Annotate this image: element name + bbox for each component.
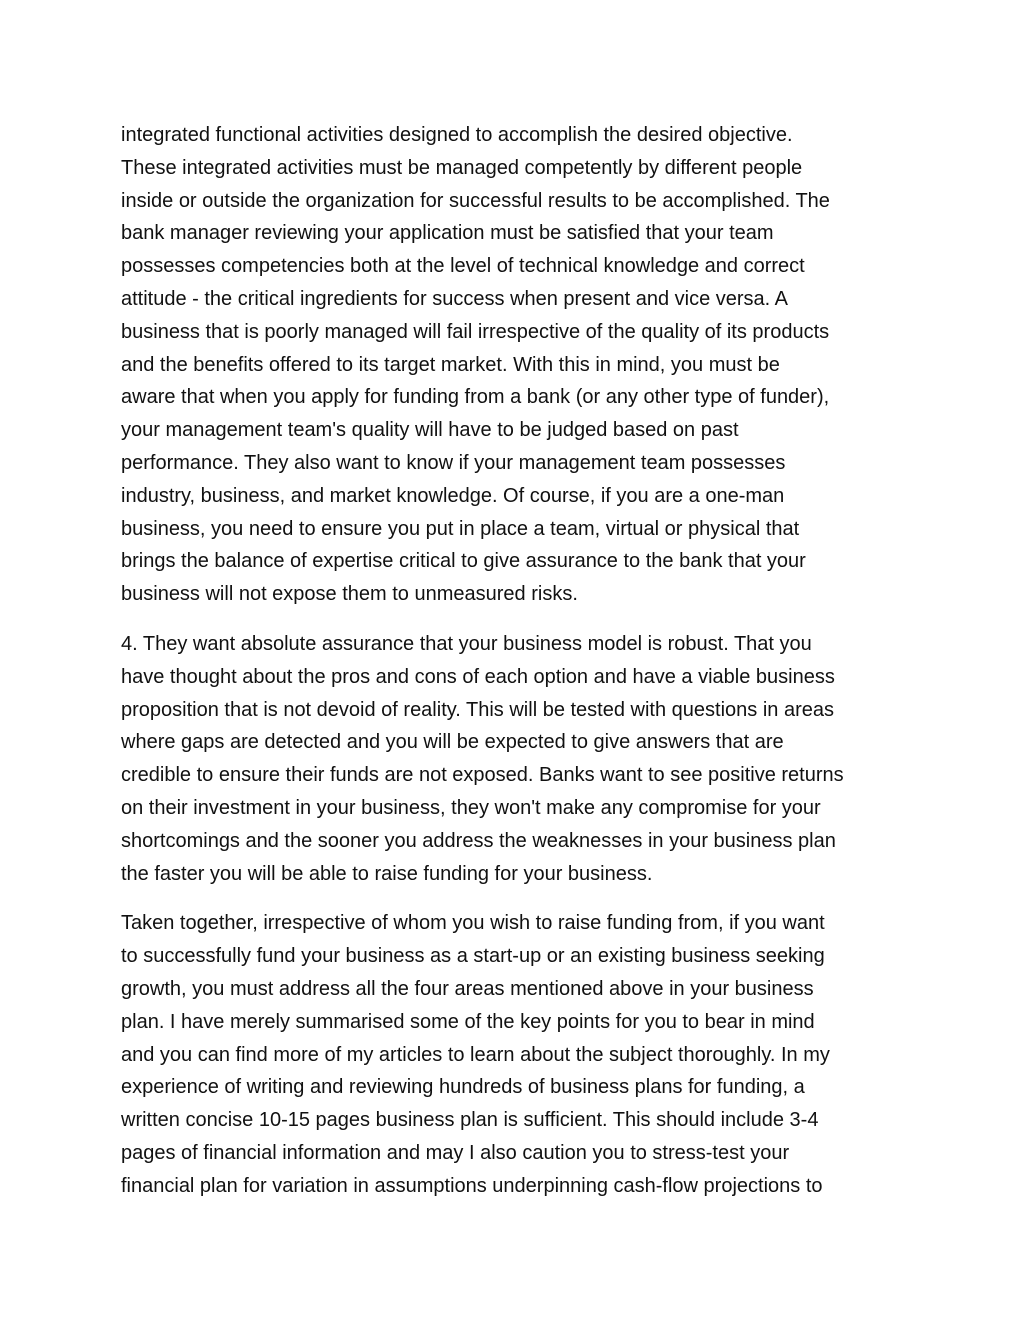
text-line: brings the balance of expertise critical to give assurance to the bank that your <box>121 550 806 573</box>
text-line: 4. They want absolute assurance that your business model is robust. That you <box>121 632 812 655</box>
paragraph-1 <box>121 119 921 611</box>
text-line: business that is poorly managed will fail irrespective of the quality of its products <box>121 320 830 343</box>
text-line: financial plan for variation in assumptions underpinning cash-flow projections to <box>121 1174 823 1197</box>
text-line: aware that when you apply for funding from a bank (or any other type of funder), <box>121 386 830 409</box>
text-line: plan. I have merely summarised some of the key points for you to bear in mind <box>121 1010 815 1033</box>
text-line: integrated functional activities designed to accomplish the desired objective. <box>121 124 793 146</box>
text-line: where gaps are detected and you will be expected to give answers that are <box>121 731 784 754</box>
text-line: and the benefits offered to its target market. With this in mind, you must be <box>121 353 780 376</box>
body-text <box>121 119 921 1220</box>
text-line: possesses competencies both at the level of technical knowledge and correct <box>121 255 805 278</box>
text-line: credible to ensure their funds are not exposed. Banks want to see positive returns <box>121 764 844 787</box>
text-line: experience of writing and reviewing hundreds of business plans for funding, a <box>121 1076 805 1099</box>
text-line: and you can find more of my articles to learn about the subject thoroughly. In my <box>121 1043 830 1066</box>
text-line: the faster you will be able to raise funding for your business. <box>121 862 653 885</box>
paragraph-2 <box>121 628 921 890</box>
text-line: inside or outside the organization for successful results to be accomplished. The <box>121 189 830 212</box>
text-line: proposition that is not devoid of reality. This will be tested with questions in areas <box>121 698 834 721</box>
text-line: industry, business, and market knowledge. Of course, if you are a one-man <box>121 484 785 507</box>
text-line: written concise 10-15 pages business plan is sufficient. This should include 3-4 <box>121 1109 819 1132</box>
paragraph-3 <box>121 907 921 1202</box>
text-line: These integrated activities must be managed competently by different people <box>121 156 803 179</box>
text-line: have thought about the pros and cons of each option and have a viable business <box>121 665 835 688</box>
text-line: shortcomings and the sooner you address the weaknesses in your business plan <box>121 829 836 852</box>
text-line: attitude - the critical ingredients for success when present and vice versa. A <box>121 287 789 310</box>
text-line: business will not expose them to unmeasured risks. <box>121 583 578 606</box>
text-line: performance. They also want to know if your management team possesses <box>121 451 786 474</box>
text-line: Taken together, irrespective of whom you wish to raise funding from, if you want <box>121 912 825 935</box>
text-line: pages of financial information and may I also caution you to stress-test your <box>121 1141 790 1164</box>
text-line: bank manager reviewing your application must be satisfied that your team <box>121 222 774 245</box>
text-line: growth, you must address all the four areas mentioned above in your business <box>121 977 814 1000</box>
text-line: your management team's quality will have to be judged based on past <box>121 419 739 442</box>
text-line: to successfully fund your business as a start-up or an existing business seeking <box>121 945 825 968</box>
text-line: business, you need to ensure you put in place a team, virtual or physical that <box>121 517 800 540</box>
text-line: on their investment in your business, they won't make any compromise for your <box>121 796 821 819</box>
